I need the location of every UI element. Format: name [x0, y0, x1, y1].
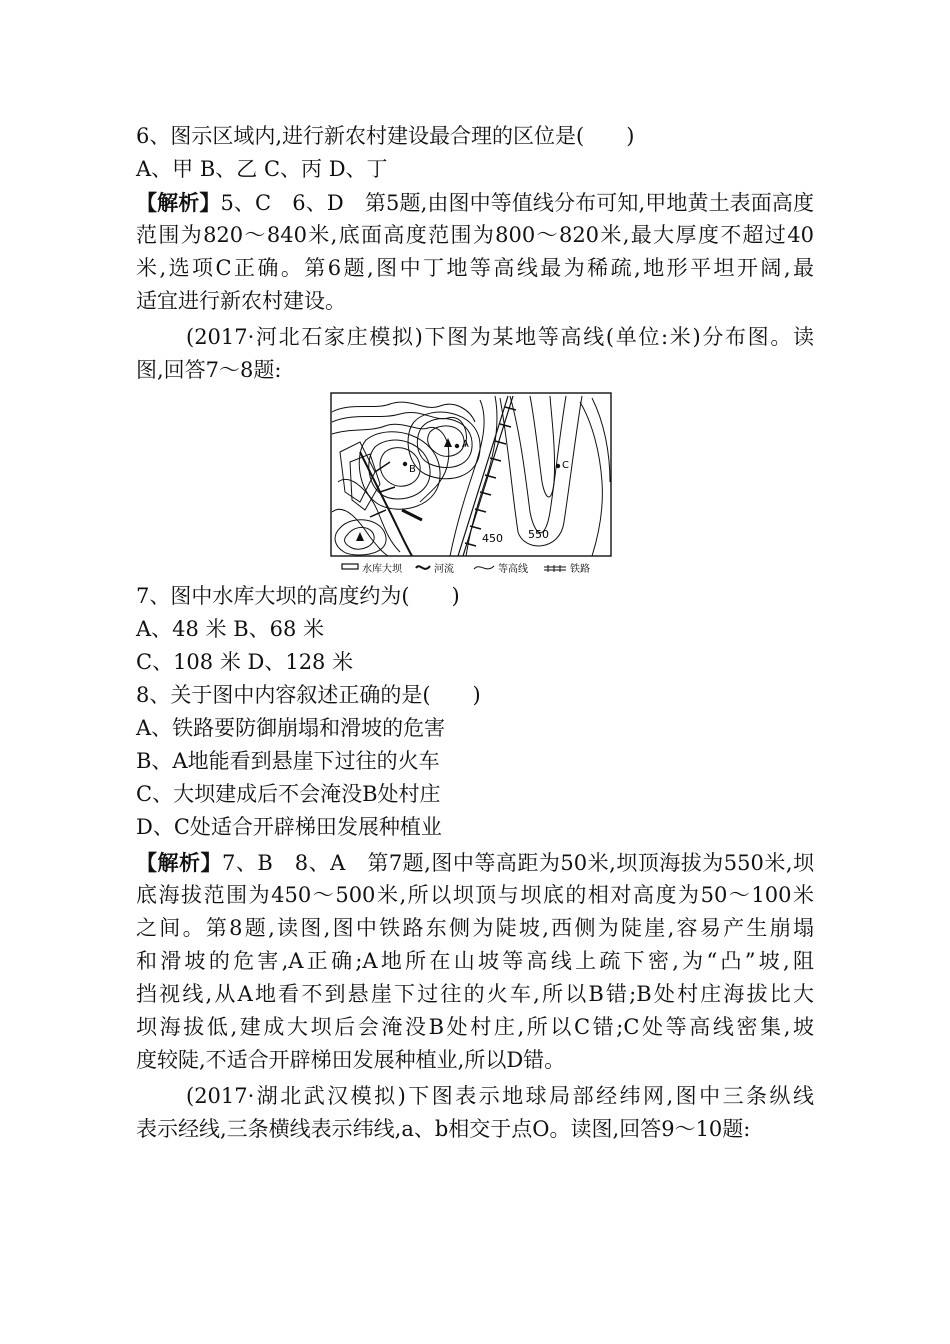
legend-railway: 铁路 — [570, 564, 590, 575]
q8-option-b: B、A地能看到悬崖下过往的火车 — [136, 749, 440, 773]
analysis56-line4: 适宜进行新农村建设。 — [136, 289, 346, 313]
peak-marker-icon — [356, 532, 364, 541]
q7-stem: 7、图中水库大坝的高度约为( ) — [136, 584, 460, 608]
analysis78-line7: 度较陡,不适合开辟梯田发展种植业,所以D错。 — [136, 1048, 566, 1072]
analysis56-line3: 米,选项C正确。第6题,图中丁地等高线最为稀疏,地形平坦开阔,最 — [136, 256, 814, 280]
analysis-head: 【解析】 — [136, 190, 221, 215]
analysis78-line1 — [136, 846, 814, 880]
q7-options-ab: A、48 米 B、68 米 — [136, 617, 325, 641]
q8-option-d: D、C处适合开辟梯田发展种植业 — [136, 815, 442, 839]
intro910-line2: 表示经线,三条横线表示纬线,a、b相交于点O。读图,回答9～10题: — [136, 1117, 751, 1141]
contour-label-450: 450 — [482, 532, 503, 545]
analysis78-line1-text: 7、B 8、A 第7题,图中等高距为50米,坝顶海拔为550米,坝 — [222, 851, 814, 875]
analysis78-line4: 和滑坡的危害,A正确;A地所在山坡等高线上疏下密,为“凸”坡,阻 — [136, 949, 814, 973]
analysis78-line6: 坝海拔低,建成大坝后会淹没B处村庄,所以C错;C处等高线密集,坡 — [136, 1015, 814, 1039]
q8-option-c: C、大坝建成后不会淹没B处村庄 — [136, 782, 441, 806]
peak-marker-icon — [444, 438, 452, 447]
river-legend-icon — [416, 566, 430, 569]
q6-options: A、甲 B、乙 C、丙 D、丁 — [136, 157, 388, 181]
railway-legend-icon — [544, 565, 566, 572]
intro910-line1: (2017·湖北武汉模拟)下图表示地球局部经纬网,图中三条纵线 — [186, 1084, 814, 1108]
legend-contour: 等高线 — [498, 564, 528, 575]
contour-legend-icon — [474, 566, 494, 569]
point-label-c: C — [562, 460, 569, 471]
q6-stem: 6、图示区域内,进行新农村建设最合理的区位是( ) — [136, 124, 635, 148]
analysis56-line2: 范围为820～840米,底面高度范围为800～820米,最大厚度不超过40 — [136, 223, 814, 247]
dam-legend-icon — [342, 564, 358, 569]
point-label-a: A — [462, 439, 469, 450]
legend-dam: 水库大坝 — [362, 564, 402, 575]
analysis78-line5: 挡视线,从A地看不到悬崖下过往的火车,所以B错;B处村庄海拔比大 — [136, 982, 814, 1006]
q7-options-cd: C、108 米 D、128 米 — [136, 650, 354, 674]
analysis78-line2: 底海拔范围为450～500米,所以坝顶与坝底的相对高度为50～100米 — [136, 883, 814, 907]
q8-stem: 8、关于图中内容叙述正确的是( ) — [136, 683, 481, 707]
analysis56-line1-text: 5、C 6、D 第5题,由图中等值线分布可知,甲地黄土表面高度 — [220, 191, 814, 215]
intro78-line1: (2017·河北石家庄模拟)下图为某地等高线(单位:米)分布图。读 — [186, 325, 814, 349]
map-legend — [342, 562, 590, 575]
intro78-line2: 图,回答7～8题: — [136, 358, 282, 382]
analysis56-line1 — [136, 186, 814, 220]
q8-option-a: A、铁路要防御崩塌和滑坡的危害 — [136, 716, 446, 740]
analysis78-line3: 之间。第8题,读图,图中铁路东侧为陡坡,西侧为陡崖,容易产生崩塌 — [136, 916, 814, 940]
contour-map-figure — [330, 392, 612, 578]
analysis-head: 【解析】 — [136, 850, 222, 875]
point-label-b: B — [409, 464, 416, 475]
contour-label-550: 550 — [528, 528, 549, 541]
legend-river: 河流 — [434, 564, 454, 575]
